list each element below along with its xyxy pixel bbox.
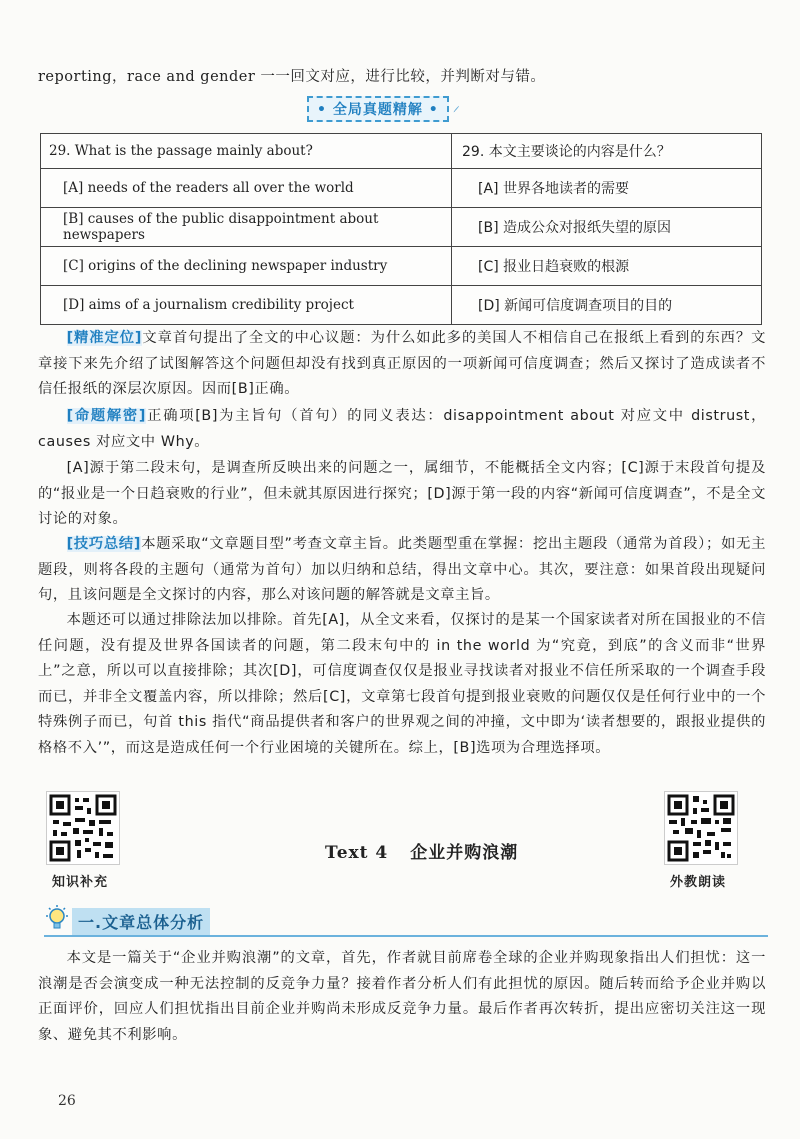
- section-title: 一.文章总体分析: [72, 908, 210, 935]
- section-header: [44, 905, 768, 937]
- lightbulb-icon: [44, 905, 70, 933]
- paragraph-positioning: [38, 326, 766, 403]
- qr-code-icon: [47, 792, 119, 864]
- table-row: [41, 247, 762, 286]
- option-a-en: [A] needs of the readers all over the world: [41, 169, 452, 208]
- paragraph-options-analysis: [A]源于第二段末句，是调查所反映出来的问题之一，属细节，不能概括全文内容；[C]源于末段首句提及的“报业是一个日趋衰败的行业”，但未就其原因进行探究；[D]源于第一段的内容“新闻可信度调查”，不是全文讨论的对象。: [38, 460, 766, 527]
- qr-label-reading: 外教朗读: [670, 875, 727, 890]
- section-banner: [307, 96, 459, 122]
- question-table: [40, 133, 762, 325]
- option-a-zh: [A] 世界各地读者的需要: [452, 169, 762, 208]
- feather-pen-icon: [453, 96, 459, 122]
- option-c-en: [C] origins of the declining newspaper industry: [41, 247, 452, 286]
- option-d-zh: [D] 新闻可信度调查项目的目的: [452, 286, 762, 325]
- table-row: [41, 208, 762, 247]
- tag-decoding: [命题解密]: [66, 408, 147, 424]
- paragraph-overview: 本文是一篇关于“企业并购浪潮”的文章，首先，作者就目前席卷全球的企业并购现象指出人们担忧：这一浪潮是否会演变成一种无法控制的反竞争力量？接着作者分析人们有此担忧的原因。随后转而给予企业并购以正面评价，回应人们担忧指出目前企业并购尚未形成反竞争力量。最后作者再次转折，提出应密切关注这一现象、避免其不利影响。: [38, 950, 766, 1043]
- paragraph-decoding: [38, 404, 766, 455]
- paragraph-technique: [38, 532, 766, 609]
- paragraph-elimination: 本题还可以通过排除法加以排除。首先[A]，从全文来看，仅探讨的是某一个国家读者对所在国报业的不信任问题，没有提及世界各国读者的问题，第二段末句中的 in the world 为“究竟，到底”的含义而非“世界上”之意，所以可以直接排除；其次[D]，可信度调查仅仅是报业寻找读者对报业不信任所采取的一个调查手段而已，并非全文覆盖内容，所以排除；然后[C]，文章第七段首句提到报业衰败的问题仅仅是任何行业中的一个特殊例子而已，句首 this 指代“商品提供者和客户的世界观之间的冲撞，文中即为‘读者想要的，跟报业提供的格格不入’”，而这是造成任何一个行业困境的关键所在。综上，[B]选项为合理选择项。: [38, 612, 766, 756]
- paragraph-positioning-text: 文章首句提出了全文的中心议题：为什么如此多的美国人不相信自己在报纸上看到的东西？文章接下来先介绍了试图解答这个问题但却没有找到真正原因的一项新闻可信度调查；然后又探讨了造成读者不信任报纸的深层次原因。因而[B]正确。: [38, 330, 766, 397]
- tag-technique: [技巧总结]: [66, 536, 142, 552]
- tag-positioning: [精准定位]: [66, 330, 143, 346]
- paragraph-technique-text: 本题采取“文章题目型”考查文章主旨。此类题型重在掌握：挖出主题段（通常为首段）；如无主题段，则将各段的主题句（通常为首句）加以归纳和总结，得出文章中心。其次，要注意：如果首段出现疑问句，且该问题是全文探讨的内容，那么对该问题的解答就是文章主旨。: [38, 536, 766, 603]
- table-row: [41, 134, 762, 169]
- qr-code-reading[interactable]: [664, 791, 738, 865]
- question-en: 29. What is the passage mainly about?: [41, 134, 452, 169]
- banner-label: • 全局真题精解 •: [307, 96, 449, 122]
- qr-label-knowledge: 知识补充: [52, 875, 109, 890]
- text-title-en: Text 4: [325, 843, 389, 863]
- option-d-en: [D] aims of a journalism credibility project: [41, 286, 452, 325]
- question-zh: 29. 本文主要谈论的内容是什么？: [452, 134, 762, 169]
- text-title: [325, 838, 518, 863]
- option-c-zh: [C] 报业日趋衰败的根源: [452, 247, 762, 286]
- page-number: 26: [58, 1093, 76, 1109]
- paragraph-decoding-text: 正确项[B]为主旨句（首句）的同义表达：disappointment about 对应文中 distrust，causes 对应文中 Why。: [38, 408, 766, 450]
- option-b-en: [B] causes of the public disappointment about newspapers: [41, 208, 452, 247]
- qr-code-knowledge[interactable]: [46, 791, 120, 865]
- option-b-zh: [B] 造成公众对报纸失望的原因: [452, 208, 762, 247]
- table-row: [41, 286, 762, 325]
- text-title-zh: 企业并购浪潮: [410, 843, 519, 863]
- qr-code-icon: [665, 792, 737, 864]
- top-line-text: reporting，race and gender 一一回文对应，进行比较，并判断对与错。: [38, 69, 546, 85]
- table-row: [41, 169, 762, 208]
